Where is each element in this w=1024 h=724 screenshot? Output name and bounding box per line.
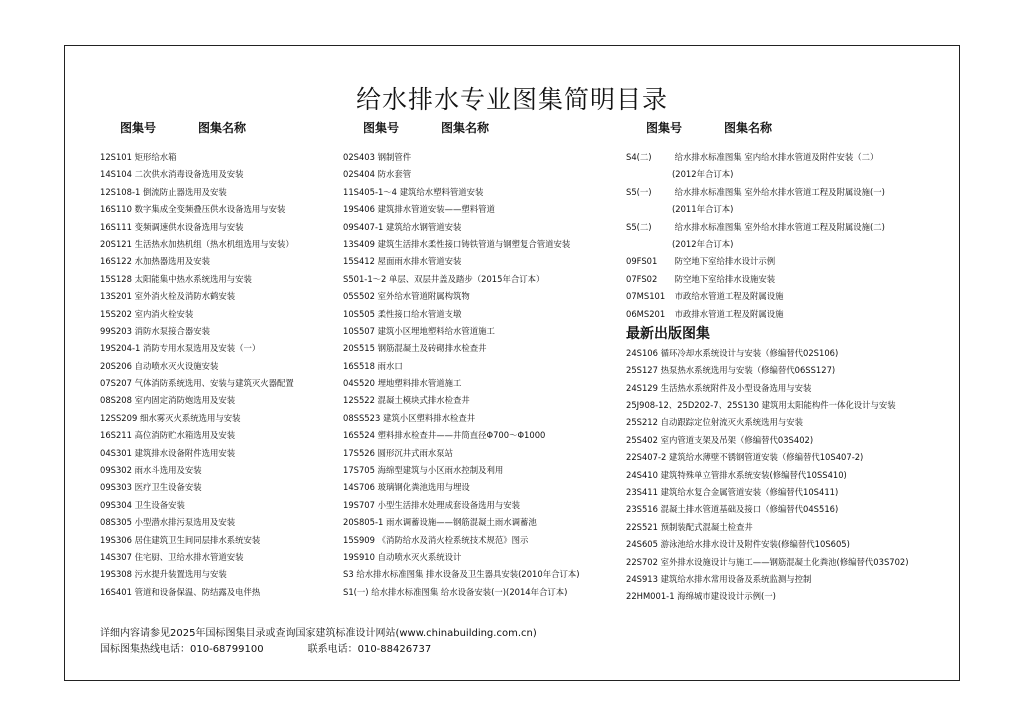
atlas-code: 24S410	[626, 469, 658, 480]
atlas-code: 25S212	[626, 417, 658, 428]
atlas-code: 25S402	[626, 434, 658, 445]
catalog-row	[100, 566, 340, 583]
atlas-code: 14S307	[100, 551, 132, 562]
atlas-name: 管道和设备保温、防结露及电伴热	[134, 586, 261, 597]
atlas-name: 卫生设备安装	[134, 499, 185, 510]
catalog-row	[626, 149, 946, 166]
atlas-name: 建筑给水钢管道安装	[385, 221, 462, 232]
catalog-row	[343, 427, 623, 444]
catalog-row	[343, 253, 623, 270]
atlas-name: 生活热水加热机组（热水机组选用与安装）	[134, 238, 294, 249]
atlas-name: 塑料排水检查井——井筒直径Φ700～Φ1000	[377, 430, 546, 441]
atlas-name: 建筑给水排水常用设备及系统监测与控制	[660, 573, 812, 584]
atlas-name: 居住建筑卫生间同层排水系统安装	[134, 534, 261, 545]
atlas-code: 16S524	[343, 430, 375, 441]
atlas-name: 建筑给水复合金属管道安装（修编替代10S411)	[660, 487, 839, 498]
atlas-name: 预制装配式混凝土检查井	[660, 521, 753, 532]
catalog-row	[343, 566, 623, 583]
hotline-text: 国标图集热线电话：010-68799100	[100, 644, 264, 655]
atlas-code: 10S505	[343, 308, 375, 319]
atlas-name: 倒流防止器选用及安装	[142, 186, 227, 197]
catalog-row	[343, 219, 623, 236]
atlas-code: 08S305	[100, 517, 132, 528]
column-3	[626, 119, 946, 606]
catalog-row	[100, 584, 340, 601]
catalog-row	[100, 358, 340, 375]
catalog-row	[626, 253, 946, 270]
catalog-row	[100, 427, 340, 444]
atlas-code: 12SS209	[100, 412, 138, 423]
atlas-code: 19S707	[343, 499, 375, 510]
catalog-row	[626, 519, 946, 536]
atlas-name: 污水提升装置选用与安装	[134, 569, 227, 580]
atlas-name: 防空地下室给排水设施安装	[674, 273, 776, 284]
catalog-row	[626, 306, 946, 323]
catalog-row	[343, 445, 623, 462]
atlas-name: 游泳池给水排水设计及附件安装(修编替代10S605)	[660, 539, 850, 550]
atlas-name: 雨水斗选用及安装	[134, 465, 202, 476]
atlas-code: 24S605	[626, 539, 658, 550]
atlas-name: 水加热器选用及安装	[134, 256, 211, 267]
atlas-code: 07MS101	[626, 291, 666, 302]
atlas-name: 小型生活排水处理成套设备选用与安装	[377, 499, 521, 510]
atlas-code: 09S407-1	[343, 221, 384, 232]
atlas-code: 19S308	[100, 569, 132, 580]
catalog-row	[343, 514, 623, 531]
atlas-code: 15S202	[100, 308, 132, 319]
atlas-code: 14S104	[100, 169, 132, 180]
atlas-code: 16S518	[343, 360, 375, 371]
atlas-name: 防空地下室给排水设计示例	[674, 256, 776, 267]
atlas-name: 小型潜水排污泵选用及安装	[134, 517, 236, 528]
atlas-code: 08S208	[100, 395, 132, 406]
new-publications-title: 最新出版图集	[626, 325, 710, 342]
atlas-code: 14S706	[343, 482, 375, 493]
catalog-row	[100, 549, 340, 566]
column-header	[343, 119, 623, 141]
atlas-name: 住宅厨、卫给水排水管道安装	[134, 551, 244, 562]
catalog-row	[626, 484, 946, 501]
atlas-code: 19S910	[343, 551, 375, 562]
catalog-row	[343, 375, 623, 392]
atlas-code: 08SS523	[343, 412, 381, 423]
catalog-row	[100, 340, 340, 357]
catalog-row	[626, 588, 946, 605]
catalog-list	[626, 149, 946, 323]
catalog-row	[343, 166, 623, 183]
catalog-row	[100, 184, 340, 201]
atlas-name: 给水排水标准图集 室外给水排水管道工程及附属设施(二)	[674, 221, 885, 232]
atlas-name: 太阳能集中热水系统选用与安装	[134, 273, 252, 284]
atlas-name: 屋面雨水排水管道安装	[377, 256, 462, 267]
catalog-row	[100, 410, 340, 427]
atlas-name: 建筑给水塑料管道安装	[399, 186, 484, 197]
atlas-name: 柔性接口给水管道支墩	[377, 308, 462, 319]
atlas-edition-note: (2012年合订本)	[672, 169, 734, 180]
atlas-code: 24S106	[626, 347, 658, 358]
atlas-name: 室外消火栓及消防水鹤安装	[134, 291, 236, 302]
atlas-name: 数字集成全变频叠压供水设备选用与安装	[134, 204, 286, 215]
atlas-code: 16S111	[100, 221, 132, 232]
header-code: 图集号	[363, 121, 400, 135]
atlas-name: 埋地塑料排水管道施工	[377, 378, 462, 389]
atlas-code: 17S526	[343, 447, 375, 458]
catalog-row	[100, 253, 340, 270]
atlas-name: 室外给水管道附属构筑物	[377, 291, 470, 302]
atlas-code: S3	[343, 569, 354, 580]
atlas-name: 二次供水消毒设备选用及安装	[134, 169, 244, 180]
atlas-code: 20S121	[100, 238, 132, 249]
atlas-name: 室内管道支架及吊架（修编替代03S402)	[660, 434, 814, 445]
atlas-name: 建筑小区埋地塑料给水管道施工	[377, 325, 495, 336]
catalog-row	[100, 445, 340, 462]
atlas-code: 09S304	[100, 499, 132, 510]
contact-phone-text: 联系电话：010-88426737	[307, 644, 432, 655]
atlas-name: 热泵热水系统选用与安装（修编替代06SS127)	[660, 365, 836, 376]
atlas-code: S4(二)	[626, 152, 652, 162]
catalog-row	[343, 479, 623, 496]
atlas-name: 玻璃钢化粪池选用与埋设	[377, 482, 470, 493]
atlas-name: 生活热水系统附件及小型设备选用与安装	[660, 382, 812, 393]
catalog-row	[343, 497, 623, 514]
atlas-code: 16S401	[100, 586, 132, 597]
header-code: 图集号	[120, 121, 157, 135]
atlas-code: 19S306	[100, 534, 132, 545]
atlas-name: 市政排水管道工程及附属设施	[674, 308, 784, 319]
atlas-name: 单层、双层井盖及踏步（2015年合订本）	[389, 273, 545, 284]
atlas-code: 12S522	[343, 395, 375, 406]
atlas-name: 消防水泵接合器安装	[134, 325, 211, 336]
atlas-name: 室内消火栓安装	[134, 308, 194, 319]
catalog-row	[100, 271, 340, 288]
atlas-code: 17S705	[343, 465, 375, 476]
catalog-row	[100, 497, 340, 514]
catalog-row	[100, 532, 340, 549]
footer-note: 详细内容请参见2025年国标图集目录或查询国家建筑标准设计网站(www.chinabuilding.com.cn)	[100, 628, 537, 639]
catalog-row	[343, 184, 623, 201]
atlas-code: 09S303	[100, 482, 132, 493]
catalog-row	[343, 340, 623, 357]
atlas-name: 高位消防贮水箱选用及安装	[134, 430, 236, 441]
catalog-row	[343, 532, 623, 549]
atlas-code: 09FS01	[626, 256, 658, 267]
atlas-name: 矩形给水箱	[134, 152, 177, 162]
atlas-code: 24S129	[626, 382, 658, 393]
atlas-name: 海绵城市建设设计示例(一)	[677, 591, 776, 602]
atlas-name: 循环冷却水系统设计与安装（修编替代02S106)	[660, 347, 839, 358]
atlas-code: 22S521	[626, 521, 658, 532]
atlas-code: S1(一)	[343, 586, 369, 597]
column-header	[100, 119, 340, 141]
atlas-code: S5(一)	[626, 186, 652, 197]
atlas-name: 给水排水标准图集 室内给水排水管道及附件安装（二）	[674, 152, 879, 162]
catalog-row	[626, 536, 946, 553]
atlas-name: 气体消防系统选用、安装与建筑灭火器配置	[134, 378, 294, 389]
catalog-row	[100, 201, 340, 218]
atlas-name: 钢制管件	[377, 152, 412, 162]
atlas-name: 建筑用太阳能构件一体化设计与安装	[761, 400, 896, 411]
catalog-row	[343, 306, 623, 323]
catalog-row	[626, 219, 946, 236]
header-name: 图集名称	[724, 121, 773, 135]
catalog-list	[100, 149, 340, 601]
catalog-row	[626, 345, 946, 362]
atlas-name: 建筑排水设备附件选用安装	[134, 447, 236, 458]
footer-contacts	[100, 642, 537, 658]
atlas-code: 04S301	[100, 447, 132, 458]
atlas-edition-note: (2012年合订本)	[672, 238, 734, 249]
atlas-name: 《消防给水及消火栓系统技术规范》图示	[377, 534, 529, 545]
atlas-name: 建筑生活排水柔性接口铸铁管道与钢塑复合管道安装	[377, 238, 571, 249]
atlas-edition-note: (2011年合订本)	[672, 204, 734, 215]
atlas-code: 02S403	[343, 152, 375, 162]
footer	[100, 626, 537, 658]
atlas-code: 09S302	[100, 465, 132, 476]
atlas-name: 医疗卫生设备安装	[134, 482, 202, 493]
catalog-row	[626, 288, 946, 305]
atlas-name: 变频调速供水设备选用与安装	[134, 221, 244, 232]
catalog-row	[343, 149, 623, 166]
catalog-row	[343, 410, 623, 427]
atlas-code: 12S101	[100, 152, 132, 162]
atlas-name: 建筑特殊单立管排水系统安装(修编替代10SS410)	[660, 469, 847, 480]
atlas-name: 给水排水标准图集 给水设备安装(一)(2014年合订本)	[371, 586, 568, 597]
atlas-code: 23S516	[626, 504, 658, 515]
catalog-row	[100, 375, 340, 392]
atlas-code: 25S127	[626, 365, 658, 376]
catalog-row	[626, 571, 946, 588]
atlas-code: 22S702	[626, 556, 658, 567]
atlas-code: 12S108-1	[100, 186, 141, 197]
catalog-row	[626, 414, 946, 431]
header-name: 图集名称	[441, 121, 490, 135]
atlas-name: 自动喷水灭火系统设计	[377, 551, 462, 562]
atlas-code: S5(二)	[626, 221, 652, 232]
column-1	[100, 119, 340, 601]
catalog-row	[100, 323, 340, 340]
catalog-row	[343, 323, 623, 340]
catalog-row	[626, 271, 946, 288]
catalog-row	[343, 271, 623, 288]
catalog-row	[343, 392, 623, 409]
atlas-name: 自动喷水灭火设施安装	[134, 360, 219, 371]
atlas-code: 07S207	[100, 378, 132, 389]
atlas-code: 19S406	[343, 204, 375, 215]
atlas-name: 建筑给水薄壁不锈钢管道安装（修编替代10S407-2)	[668, 452, 864, 463]
catalog-list	[343, 149, 623, 601]
catalog-row	[626, 362, 946, 379]
atlas-code: 04S520	[343, 378, 375, 389]
catalog-row	[343, 201, 623, 218]
atlas-code: 10S507	[343, 325, 375, 336]
catalog-row	[626, 184, 946, 201]
atlas-name: 市政给水管道工程及附属设施	[674, 291, 784, 302]
catalog-row	[100, 462, 340, 479]
catalog-row	[343, 236, 623, 253]
catalog-row	[100, 219, 340, 236]
atlas-code: 22HM001-1	[626, 591, 675, 602]
atlas-code: 25J908-12、25D202-7、25S130	[626, 400, 759, 411]
catalog-row	[343, 288, 623, 305]
atlas-code: 07FS02	[626, 273, 658, 284]
catalog-row	[100, 392, 340, 409]
atlas-code: 99S203	[100, 325, 132, 336]
atlas-name: 细水雾灭火系统选用与安装	[139, 412, 241, 423]
atlas-code: S501-1～2	[343, 273, 387, 284]
catalog-row	[626, 432, 946, 449]
atlas-name: 雨水口	[377, 360, 403, 371]
atlas-name: 海绵型建筑与小区雨水控制及利用	[377, 465, 504, 476]
atlas-name: 室外排水设施设计与施工——钢筋混凝土化粪池(修编替代03S702)	[660, 556, 909, 567]
atlas-name: 室内固定消防炮选用及安装	[134, 395, 236, 406]
atlas-code: 16S211	[100, 430, 132, 441]
atlas-code: 13S409	[343, 238, 375, 249]
atlas-name: 建筑排水管道安装——塑料管道	[377, 204, 495, 215]
atlas-name: 建筑小区塑料排水检查井	[382, 412, 476, 423]
catalog-row	[626, 554, 946, 571]
atlas-code: 15S909	[343, 534, 375, 545]
atlas-name: 给水排水标准图集 排水设备及卫生器具安装(2010年合订本)	[356, 569, 580, 580]
catalog-row	[626, 397, 946, 414]
atlas-code: 05S502	[343, 291, 375, 302]
atlas-code: 20S515	[343, 343, 375, 354]
catalog-row	[100, 288, 340, 305]
atlas-code: 06MS201	[626, 308, 666, 319]
catalog-row	[100, 514, 340, 531]
catalog-row	[100, 306, 340, 323]
header-name: 图集名称	[198, 121, 247, 135]
atlas-code: 15S128	[100, 273, 132, 284]
atlas-code: 20S805-1	[343, 517, 384, 528]
atlas-name: 雨水调蓄设施——钢筋混凝土雨水调蓄池	[385, 517, 537, 528]
atlas-code: 20S206	[100, 360, 132, 371]
catalog-row	[343, 358, 623, 375]
column-2	[343, 119, 623, 601]
catalog-row	[343, 549, 623, 566]
atlas-name: 圆形沉井式雨水泵站	[377, 447, 454, 458]
catalog-row	[626, 501, 946, 518]
page-title: 给水排水专业图集简明目录	[355, 85, 668, 114]
atlas-name: 钢筋混凝土及砖砌排水检查井	[377, 343, 487, 354]
header-code: 图集号	[646, 121, 683, 135]
atlas-code: 24S913	[626, 573, 658, 584]
atlas-code: 16S110	[100, 204, 132, 215]
new-publications-list	[626, 345, 946, 606]
column-header	[626, 119, 946, 141]
catalog-row	[626, 380, 946, 397]
catalog-row	[100, 149, 340, 166]
catalog-row	[343, 462, 623, 479]
catalog-row	[100, 166, 340, 183]
atlas-name: 混凝土模块式排水检查井	[377, 395, 470, 406]
atlas-name: 混凝土排水管道基础及接口（修编替代04S516)	[660, 504, 839, 515]
atlas-name: 防水套管	[377, 169, 412, 180]
atlas-code: 02S404	[343, 169, 375, 180]
atlas-code: 13S201	[100, 291, 132, 302]
catalog-row	[100, 479, 340, 496]
atlas-code: 11S405-1～4	[343, 186, 398, 197]
catalog-row	[626, 467, 946, 484]
atlas-code: 16S122	[100, 256, 132, 267]
atlas-code: 19S204-1	[100, 343, 141, 354]
atlas-name: 消防专用水泵选用及安装（一）	[142, 343, 261, 354]
catalog-row	[626, 449, 946, 466]
atlas-name: 给水排水标准图集 室外给水排水管道工程及附属设施(一)	[674, 186, 885, 197]
atlas-code: 22S407-2	[626, 452, 667, 463]
atlas-name: 自动跟踪定位射流灭火系统选用与安装	[660, 417, 804, 428]
catalog-row	[343, 584, 623, 601]
atlas-code: 23S411	[626, 487, 658, 498]
atlas-code: 15S412	[343, 256, 375, 267]
catalog-row	[100, 236, 340, 253]
